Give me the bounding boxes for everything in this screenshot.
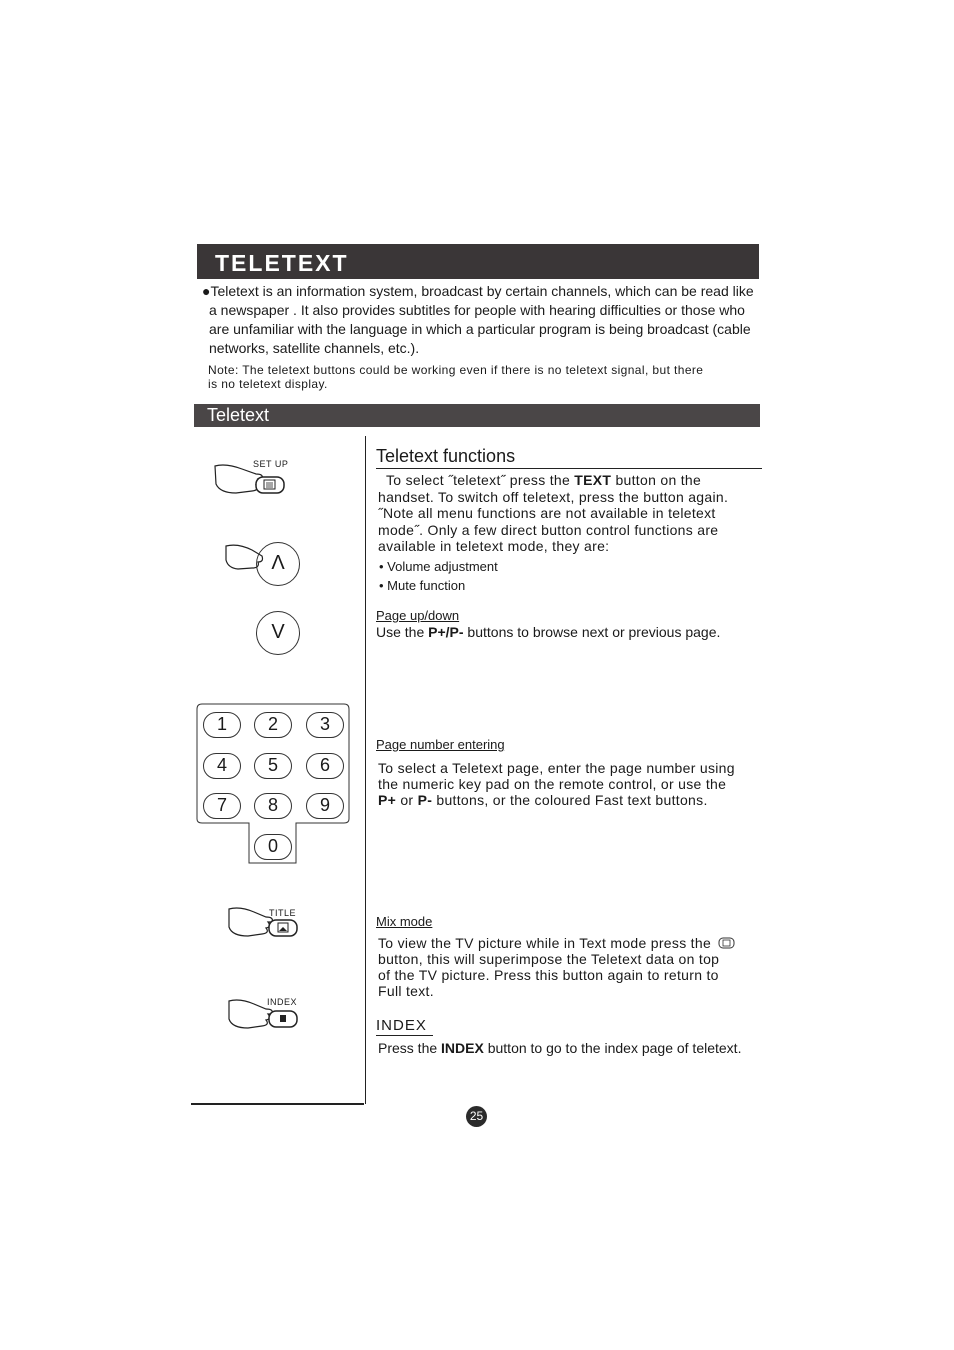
mix-mode-text — [378, 935, 762, 999]
functions-intro-line-3: ˝Note all menu functions are not available in teletext — [378, 505, 716, 521]
mix-button-hand-icon — [226, 905, 302, 939]
mix-mode-line-3: of the TV picture. Press this button again to return to — [378, 967, 719, 983]
text-button-name: TEXT — [574, 472, 612, 488]
index-button-hand-icon — [226, 997, 302, 1031]
page-updown-text — [376, 624, 720, 640]
index-text — [378, 1040, 741, 1056]
index-heading-rule — [376, 1035, 433, 1036]
index-bold: INDEX — [441, 1040, 484, 1056]
intro-line-4: networks, satellite channels, etc.). — [209, 340, 420, 356]
mix-button-icon — [718, 937, 736, 949]
column-divider — [365, 436, 366, 1104]
key-7[interactable]: 7 — [203, 793, 241, 819]
page-number-mid: or — [396, 792, 418, 808]
key-6[interactable]: 6 — [306, 753, 344, 779]
mix-mode-line-4: Full text. — [378, 983, 434, 999]
index-pre: Press the — [378, 1040, 442, 1056]
intro-paragraph — [202, 282, 758, 358]
index-heading: INDEX — [376, 1017, 427, 1034]
section-title: Teletext — [194, 404, 760, 427]
bottom-rule — [191, 1103, 364, 1105]
page-number-line-1: To select a Teletext page, enter the page number using — [378, 760, 735, 776]
page-updown-post: buttons to browse next or previous page. — [463, 624, 721, 640]
page-title: TELETEXT — [197, 244, 759, 279]
key-1[interactable]: 1 — [203, 712, 241, 738]
key-3[interactable]: 3 — [306, 712, 344, 738]
page-up-button[interactable]: Λ — [256, 542, 300, 586]
intro-line-2: a newspaper . It also provides subtitles for people with hearing difficulties or those who — [209, 302, 745, 318]
mix-mode-heading: Mix mode — [376, 914, 433, 929]
functions-intro-pre: To select ˝teletext˝ press the — [386, 472, 575, 488]
page-updown-pre: Use the — [376, 624, 429, 640]
text-button-hand-icon — [212, 460, 292, 498]
mix-mode-line-2: button, this will superimpose the Teletext data on top — [378, 951, 720, 967]
title-button-label: TITLE — [269, 908, 297, 918]
key-9[interactable]: 9 — [306, 793, 344, 819]
index-button-label: INDEX — [267, 997, 298, 1007]
note-text — [208, 363, 758, 391]
page-down-button[interactable]: V — [256, 611, 300, 655]
page-number-text — [378, 760, 762, 808]
functions-intro-line-2: handset. To switch off teletext, press the button again. — [378, 488, 729, 505]
note-line-1: Note: The teletext buttons could be working even if there is no teletext signal, but there — [208, 363, 704, 377]
functions-intro-line-4: mode˝. Only a few direct button control functions are — [378, 521, 719, 538]
bullet: ● — [202, 283, 211, 299]
key-4[interactable]: 4 — [203, 753, 241, 779]
page-number-bold-1: P+ — [378, 792, 397, 808]
page-updown-heading: Page up/down — [376, 608, 460, 623]
key-8[interactable]: 8 — [254, 793, 292, 819]
page-updown-bold: P+/P- — [428, 624, 464, 640]
functions-title: Teletext functions — [376, 446, 516, 466]
page-number-bold-2: P- — [417, 792, 433, 808]
intro-line-3: are unfamiliar with the language in which a particular program is being broadcast (cable — [209, 321, 751, 337]
page-number-line-2: the numeric key pad on the remote control, or use the — [378, 776, 727, 792]
functions-title-rule — [376, 468, 762, 469]
page-number-heading: Page number entering — [376, 737, 505, 752]
page-number-post: buttons, or the coloured Fast text buttons. — [432, 792, 708, 808]
functions-intro — [378, 472, 762, 555]
key-5[interactable]: 5 — [254, 753, 292, 779]
intro-line-1: Teletext is an information system, broadcast by certain channels, which can be read like — [210, 283, 754, 299]
bullet-volume: • Volume adjustment — [379, 559, 498, 574]
page-number-badge: 25 — [466, 1106, 487, 1127]
key-2[interactable]: 2 — [254, 712, 292, 738]
functions-intro-post: button on the — [611, 472, 702, 488]
mix-mode-line-1: To view the TV picture while in Text mode press the — [378, 935, 712, 951]
index-post: button to go to the index page of teletext. — [483, 1040, 742, 1056]
note-line-2: is no teletext display. — [208, 377, 328, 391]
bullet-mute: • Mute function — [379, 578, 466, 593]
key-0[interactable]: 0 — [254, 834, 292, 860]
functions-intro-line-5: available in teletext mode, they are: — [378, 538, 610, 554]
setup-button-label: SET UP — [253, 459, 289, 469]
